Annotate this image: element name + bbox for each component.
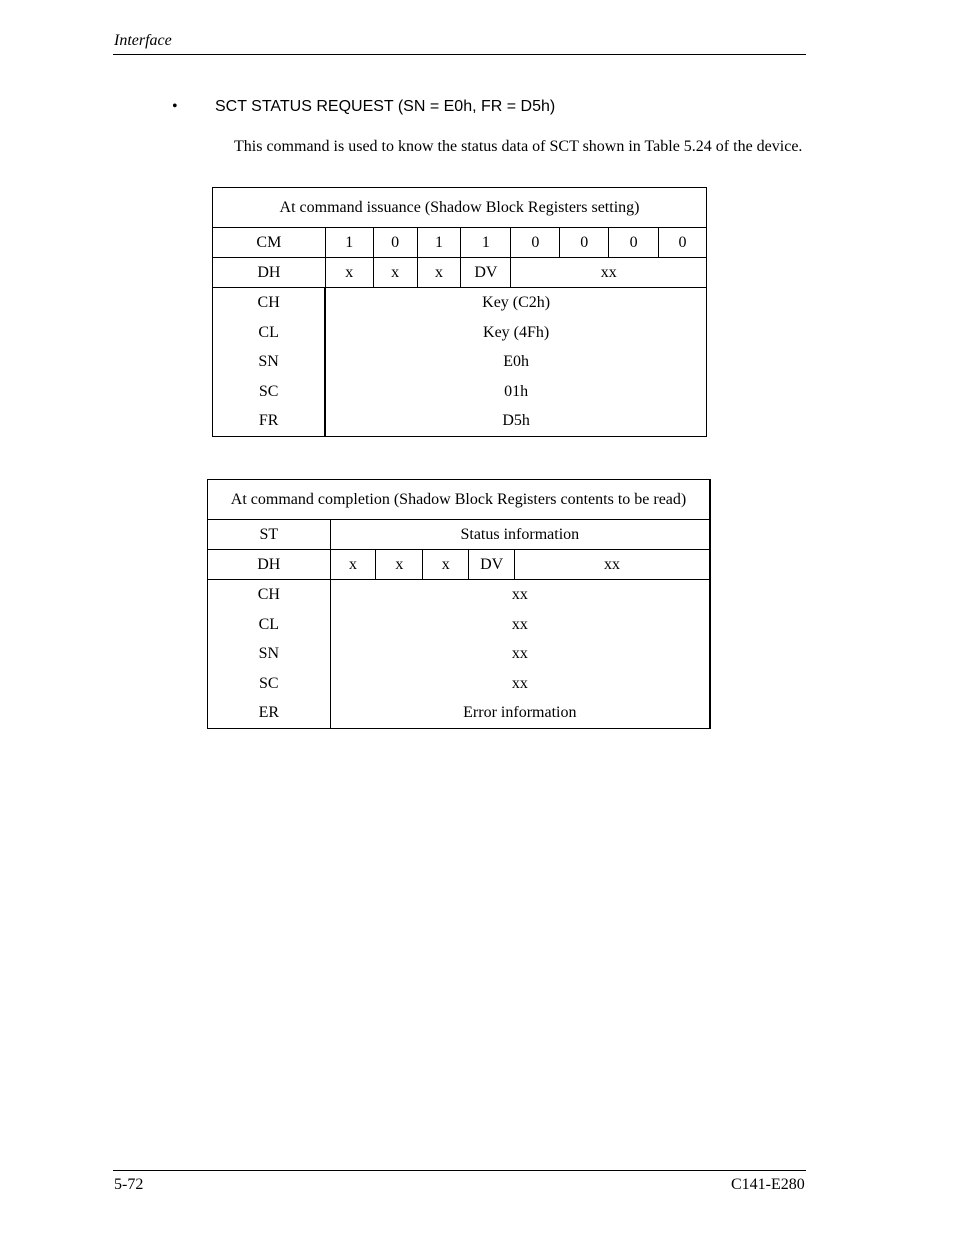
register-label: SC bbox=[258, 382, 279, 400]
register-label: SN bbox=[258, 353, 279, 370]
document-id: C141-E280 bbox=[731, 1176, 805, 1193]
register-label: SN bbox=[258, 645, 280, 662]
register-label: FR bbox=[258, 412, 279, 429]
register-label: CH bbox=[257, 586, 280, 603]
dh-bit-dv: DV bbox=[461, 258, 511, 288]
register-label: CH bbox=[257, 294, 280, 311]
issuance-caption: At command issuance (Shadow Block Registers setting) bbox=[213, 188, 707, 228]
register-value: Error information bbox=[463, 704, 577, 721]
st-value: Status information bbox=[330, 520, 710, 550]
dh-rest: xx bbox=[515, 550, 710, 580]
st-label: ST bbox=[208, 520, 331, 550]
dh-bit-dv: DV bbox=[469, 550, 515, 580]
register-value: xx bbox=[511, 645, 528, 662]
dh-label: DH bbox=[213, 258, 326, 288]
dh-bit-5: x bbox=[417, 258, 461, 288]
dh-bit-6: x bbox=[376, 550, 423, 580]
register-label: SC bbox=[259, 674, 279, 692]
register-value: xx bbox=[511, 615, 528, 633]
dh-bit-7: x bbox=[325, 258, 373, 288]
bullet-marker: • bbox=[172, 98, 178, 115]
page-number: 5-72 bbox=[114, 1176, 144, 1193]
register-label: CL bbox=[258, 615, 280, 633]
register-labels bbox=[213, 288, 326, 437]
register-value: E0h bbox=[503, 353, 530, 370]
cm-bit-4: 1 bbox=[461, 228, 511, 258]
register-value: D5h bbox=[502, 412, 530, 429]
register-labels bbox=[208, 580, 331, 729]
register-label: ER bbox=[258, 704, 280, 721]
completion-caption: At command completion (Shadow Block Registers contents to be read) bbox=[208, 480, 711, 520]
register-value: xx bbox=[511, 674, 528, 692]
completion-table bbox=[207, 479, 711, 729]
dh-bit-6: x bbox=[373, 258, 417, 288]
register-value: Key (4Fh) bbox=[483, 323, 550, 341]
cm-bit-2: 0 bbox=[560, 228, 609, 258]
cm-bit-0: 0 bbox=[659, 228, 707, 258]
cm-bit-6: 0 bbox=[373, 228, 417, 258]
cm-bit-7: 1 bbox=[325, 228, 373, 258]
dh-rest: xx bbox=[511, 258, 707, 288]
command-description: This command is used to know the status data of SCT shown in Table 5.24 of the device. bbox=[234, 138, 803, 155]
dh-bit-5: x bbox=[423, 550, 469, 580]
register-value: Key (C2h) bbox=[482, 294, 551, 311]
register-values bbox=[325, 288, 706, 437]
register-value: xx bbox=[511, 586, 528, 603]
dh-bit-7: x bbox=[330, 550, 376, 580]
cm-bit-5: 1 bbox=[417, 228, 461, 258]
cm-label: CM bbox=[213, 228, 326, 258]
cm-bit-1: 0 bbox=[609, 228, 659, 258]
dh-label: DH bbox=[208, 550, 331, 580]
cm-bit-3: 0 bbox=[511, 228, 560, 258]
register-value: 01h bbox=[504, 382, 529, 400]
header-rule bbox=[113, 54, 806, 55]
register-values bbox=[330, 580, 710, 729]
register-label: CL bbox=[258, 323, 279, 341]
footer-rule bbox=[113, 1170, 806, 1171]
command-title: SCT STATUS REQUEST (SN = E0h, FR = D5h) bbox=[215, 98, 556, 115]
running-header: Interface bbox=[114, 32, 172, 49]
issuance-table bbox=[212, 187, 707, 437]
